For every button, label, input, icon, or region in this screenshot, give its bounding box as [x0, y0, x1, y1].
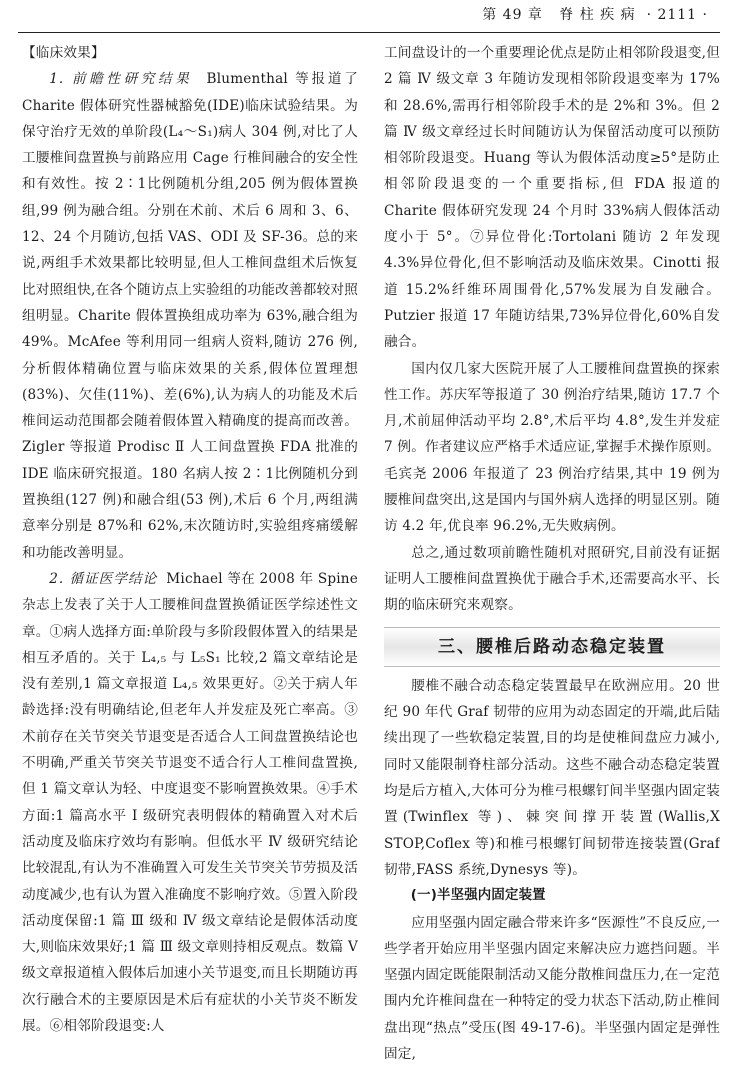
subsection-title: (一)半坚强内固定装置: [410, 888, 546, 904]
chapter-title: 脊 柱 疾 病: [559, 7, 636, 23]
subheading-prospective: 1. 前瞻性研究结果: [49, 71, 193, 88]
running-header: [388, 0, 708, 32]
subheading-evidence: 2. 循证医学结论: [49, 570, 158, 587]
paragraph-dynamic-devices: 腰椎不融合动态稳定装置最早在欧洲应用。20 世纪 90 年代 Graf 韧带的应用为动态固定的开端,此后陆续出现了一些软稳定装置,目的均是使椎间盘应力减小,同时又能限制脊柱部分活动。这些不融合动态稳定装置均是后方植入,大体可分为椎弓根螺钉间半坚强内固定装置(Twinflex 等)、棘突间撑开装置(Wallis,X STOP,Coflex 等)和椎弓根螺钉间韧带连接装置(Graf 韧带,FASS 系统,Dynesys 等)。: [384, 677, 720, 878]
chapter-label: 第 49 章: [482, 7, 543, 23]
paragraph-domestic: 国内仅几家大医院开展了人工腰椎间盘置换的探索性工作。苏庆军等报道了 30 例治疗结果,随访 17.7 个月,术前屈伸活动平均 2.8°,术后平均 4.8°,发生并发症 7 例。作者建议应严格手术适应证,掌握手术操作原则。毛宾尧 2006 年报道了 23 例治疗结果,其中 19 例为腰椎间盘突出,这是国内与国外病人选择的明显区别。随访 4.2 年,优良率 96.2%,无失败病例。: [384, 360, 720, 535]
page-number: · 2111 ·: [646, 7, 708, 23]
paragraph-evidence: [22, 566, 358, 1039]
paragraph-continued: 工间盘设计的一个重要理论优点是防止相邻阶段退变,但 2 篇 Ⅳ 级文章 3 年随访发现相邻阶段退变率为 17%和 28.6%,需再行相邻阶段手术的是 2%和 3%。但 2 篇 Ⅳ 级文章经过长时间随访认为保留活动度可以预防相邻阶段退变。Huang 等认为假体活动度≥5°是防止相邻阶段退变的一个重要指标,但 FDA 报道的 Charite 假体研究发现 24 个月时 33%病人假体活动度小于 5°。⑦异位骨化:Tortolani 随访 2 年发现 4.3%异位骨化,但不影响活动及临床效果。Cinotti 报道 15.2%纤维环周围骨化,57%发展为自发融合。Putzier 报道 17 年随访结果,73%异位骨化,60%自发融合。: [384, 45, 720, 351]
section-label: 【临床效果】: [22, 45, 105, 61]
paragraph-evidence-body: Michael 等在 2008 年 Spine 杂志上发表了关于人工腰椎间盘置换循证医学综述性文章。①病人选择方面:单阶段与多阶段假体置入的结果是相互矛盾的。关于 L₄,₅ 与 L₅S₁ 比较,2 篇文章结论是没有差别,1 篇文章报道 L₄,₅ 效果更好。②关于病人年龄选择:没有明确结论,但老年人并发症及死亡率高。③术前存在关节突关节退变是否适合人工间盘置换结论也不明确,严重关节突关节退变不适合行人工椎间盘置换,但 1 篇文章认为轻、中度退变不影响置换效果。④手术方面:1 篇高水平 Ⅰ 级研究表明假体的精确置入对术后活动度及临床疗效均有影响。但低水平 Ⅳ 级研究结论比较混乱,有认为不准确置入可发生关节突关节劳损及活动度减少,也有认为置入准确度不影响疗效。⑤置入阶段活动度保留:1 篇 Ⅲ 级和 Ⅳ 级文章结论是假体活动度大,则临床效果好;1 篇 Ⅲ 级文章则持相反观点。数篇 Ⅴ 级文章报道植入假体后加速小关节退变,而且长期随访再次行融合术的主要原因是术后有症状的小关节炎不断发展。⑥相邻阶段退变:人: [22, 570, 358, 1034]
left-column: [22, 40, 358, 1062]
paragraph-prospective-body: Blumenthal 等报道了 Charite 假体研究性器械豁免(IDE)临床试验结果。为保守治疗无效的单阶段(L₄～S₁)病人 304 例,对比了人工腰椎间盘置换与前路应用 Cage 行椎间融合的安全性和有效性。按 2∶1比例随机分组,205 例为假体置换组,99 例为融合组。分别在术前、术后 6 周和 3、6、12、24 个月随访,包括 VAS、ODI 及 SF-36。总的来说,两组手术效果都比较明显,但人工椎间盘组术后恢复比对照组快,在各个随访点上实验组的功能改善都较对照组明显。Charite 假体置换组成功率为 63%,融合组为 49%。McAfee 等利用同一组病人资料,随访 276 例,分析假体精确位置与临床效果的关系,假体位置理想(83%)、欠佳(11%)、差(6%),认为病人的功能及术后椎间运动范围都会随着假体置入精确度的提高而改善。Zigler 等报道 Prodisc Ⅱ 人工间盘置换 FDA 批准的 IDE 临床研究报道。180 名病人按 2∶1比例随机分到置换组(127 例)和融合组(53 例),术后 6 个月,两组满意率分别是 87%和 62%,末次随访时,实验组疼痛缓解和功能改善明显。: [22, 71, 358, 561]
right-column: [384, 40, 720, 1062]
paragraph-summary: 总之,通过数项前瞻性随机对照研究,目前没有证据证明人工腰椎间盘置换优于融合手术,还需要高水平、长期的临床研究来观察。: [384, 544, 720, 614]
section-title: 三、腰椎后路动态稳定装置: [384, 627, 720, 667]
paragraph-prospective: [22, 66, 358, 566]
header-rule: [18, 32, 720, 33]
paragraph-semi-rigid: 应用坚强内固定融合带来许多“医源性”不良反应,一些学者开始应用半坚强内固定来解决应力遮挡问题。半坚强内固定既能限制活动又能分散椎间盘压力,在一定范围内允许椎间盘在一种特定的受力状态下活动,防止椎间盘出现“热点”受压(图 49-17-6)。半坚强内固定是弹性固定,: [384, 914, 720, 1062]
